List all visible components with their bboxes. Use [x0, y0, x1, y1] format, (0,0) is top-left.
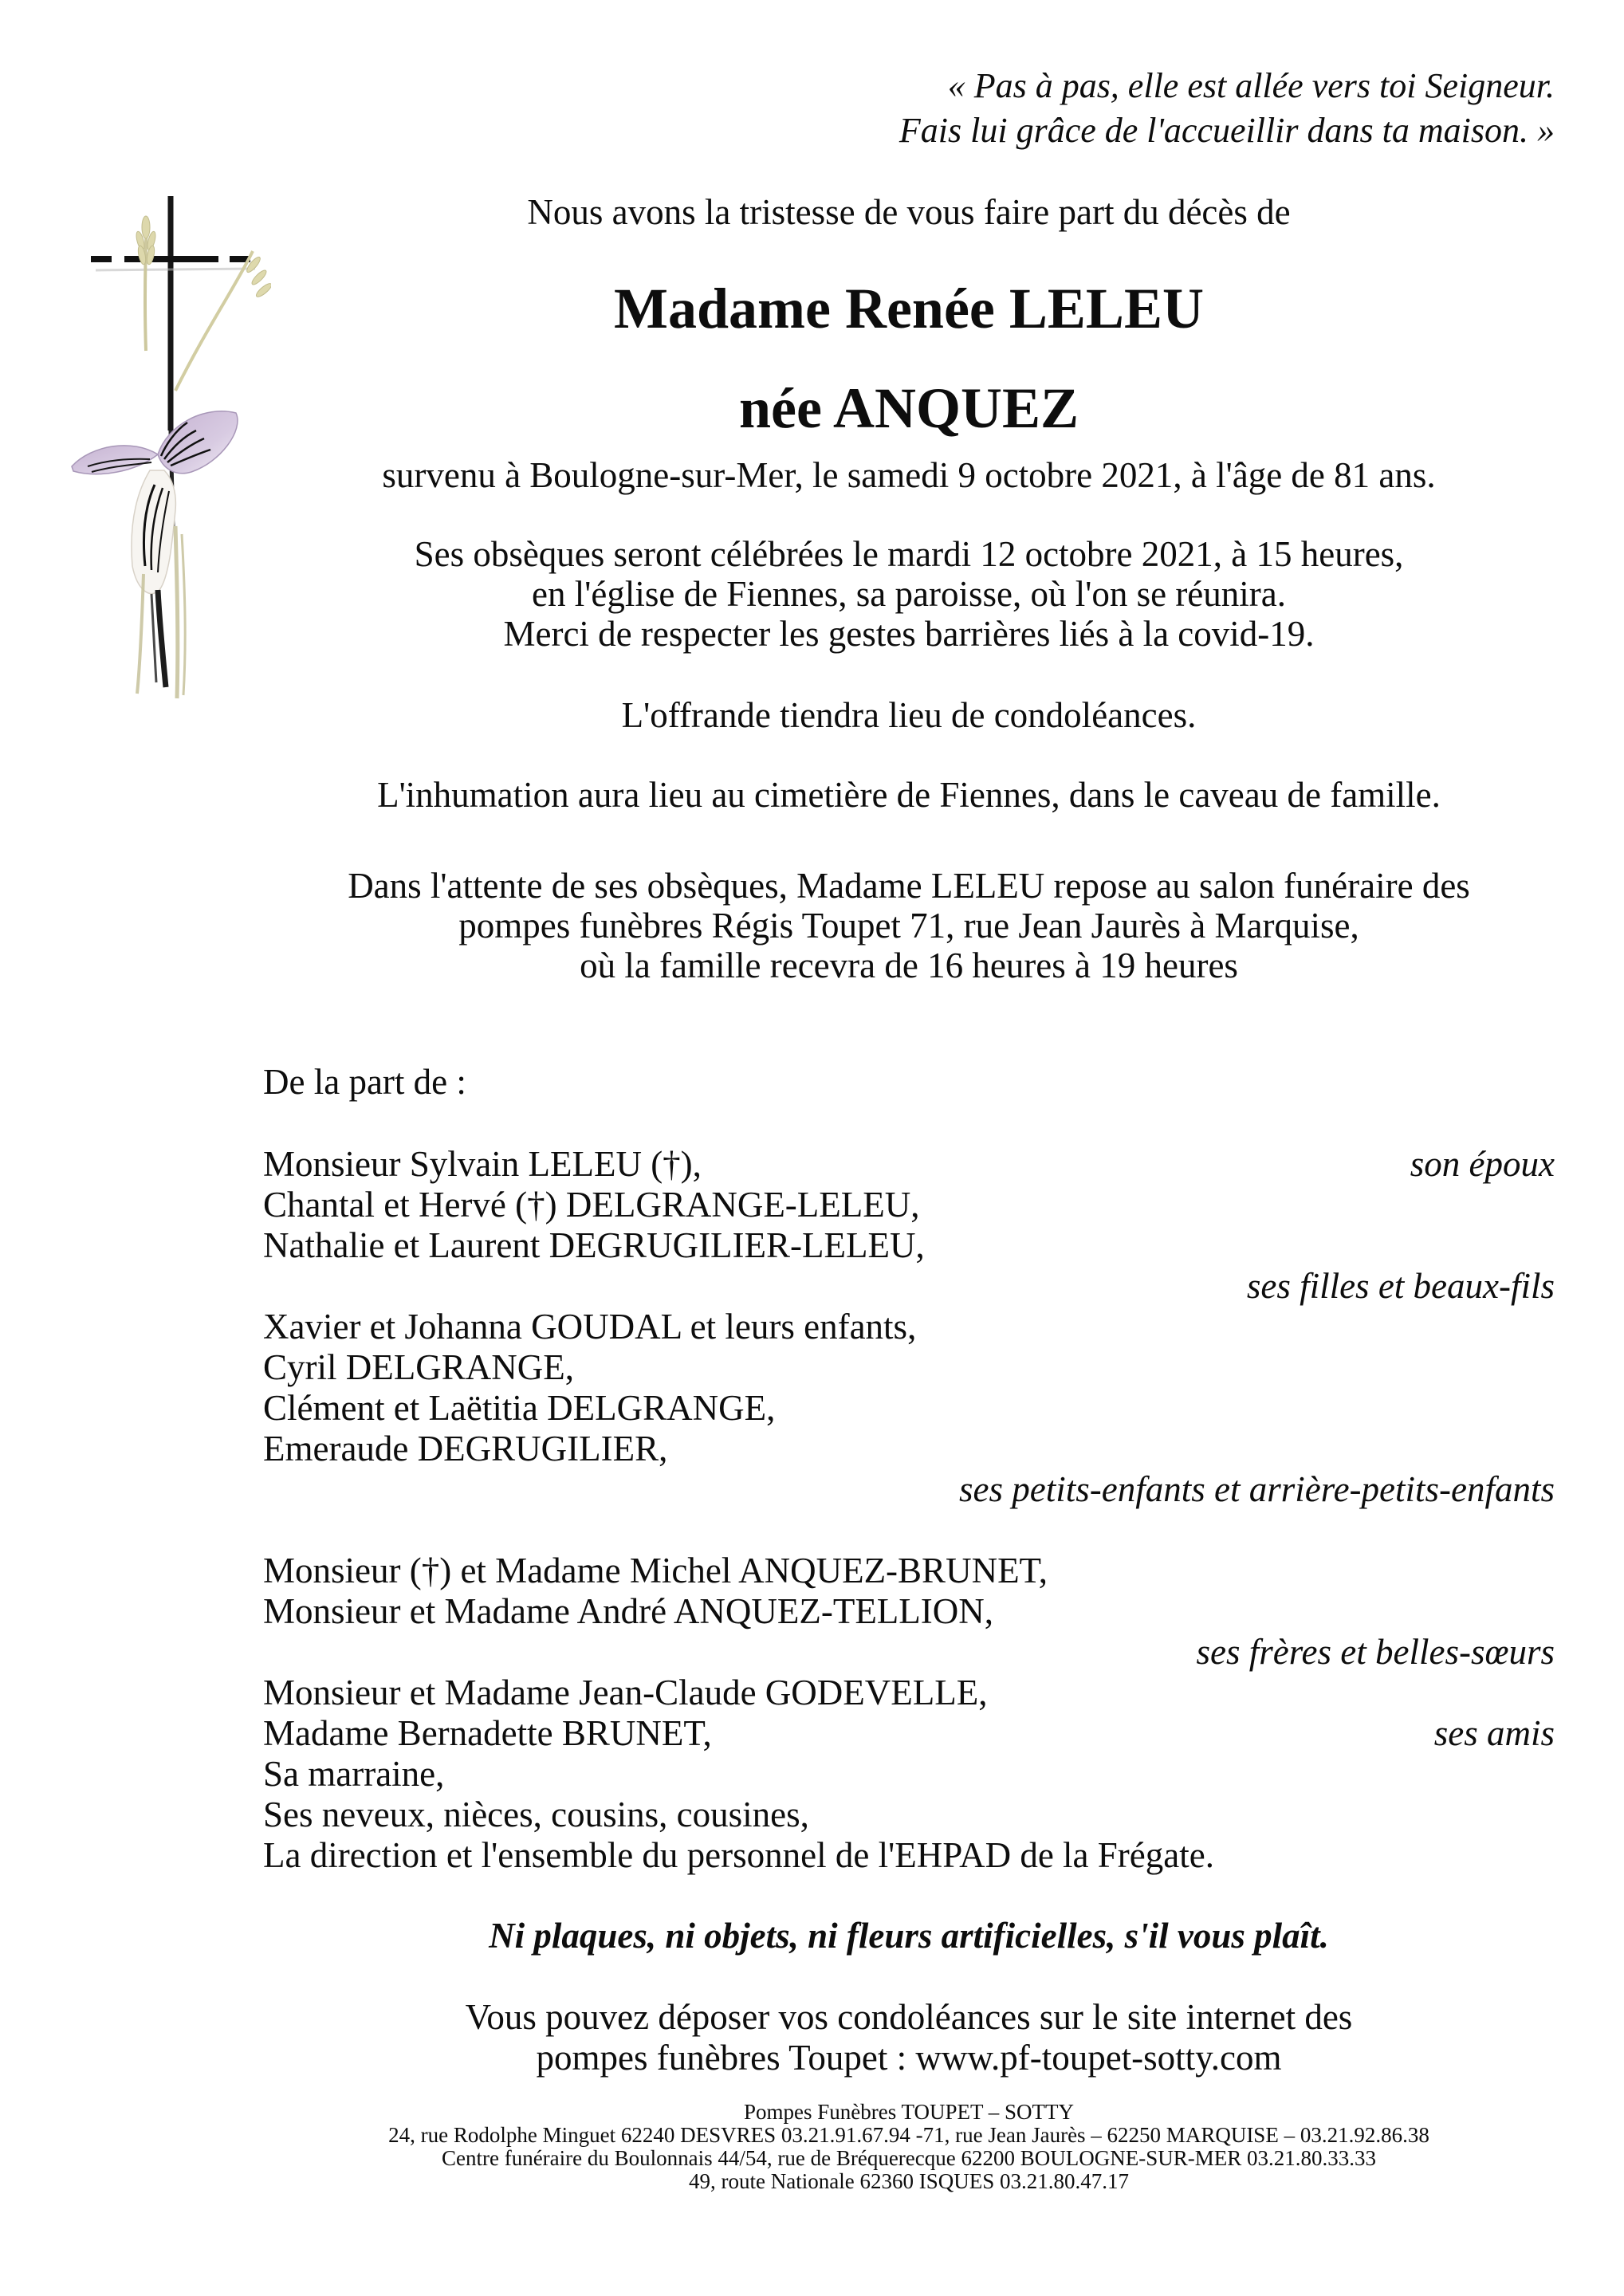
online-condolences-notice [263, 1997, 1555, 2078]
family-line [263, 1429, 1555, 1469]
relation-label: ses frères et belles-sœurs [1196, 1632, 1555, 1672]
no-flowers-notice: Ni plaques, ni objets, ni fleurs artificielles, s'il vous plaît. [489, 1916, 1329, 1956]
relation-label: ses filles et beaux-fils [1246, 1266, 1555, 1306]
family-line [263, 1266, 1555, 1307]
family-line [263, 1591, 1555, 1632]
repose-details [263, 866, 1555, 985]
family-name: Monsieur Sylvain LELEU (†), [263, 1144, 702, 1184]
family-line [263, 1551, 1555, 1591]
funeral-details [263, 534, 1555, 654]
funeral-home-address-1: 24, rue Rodolphe Minguet 62240 DESVRES 03.21.91.67.94 -71, rue Jean Jaurès – 62250 MARQUISE – 03.21.92.86.38 [388, 2123, 1429, 2147]
calla-lily-flowers [72, 411, 238, 594]
burial-notice: L'inhumation aura lieu au cimetière de Fiennes, dans le caveau de famille. [377, 775, 1441, 815]
funeral-home-address-3: 49, route Nationale 62360 ISQUES 03.21.80.47.17 [689, 2169, 1129, 2193]
family-line [263, 1185, 1555, 1225]
family-line [263, 1469, 1555, 1510]
funeral-home-name: Pompes Funèbres TOUPET – SOTTY [743, 2100, 1075, 2124]
wheat-stalks [135, 216, 271, 391]
repose-line-3: où la famille recevra de 16 heures à 19 heures [580, 946, 1238, 985]
family-line [263, 1754, 1555, 1795]
relation-label: ses amis [1433, 1713, 1555, 1753]
condolences-line-2: pompes funèbres Toupet : www.pf-toupet-sotty.com [536, 2038, 1282, 2078]
funeral-home-footer [263, 2101, 1555, 2193]
family-name: Nathalie et Laurent DEGRUGILIER-LELEU, [263, 1225, 925, 1265]
maiden-name: née ANQUEZ [738, 376, 1079, 440]
offering-notice: L'offrande tiendra lieu de condoléances. [621, 695, 1197, 735]
religious-quote [263, 64, 1555, 153]
deceased-name: Madame Renée LELEU [614, 277, 1204, 340]
condolences-line-1: Vous pouvez déposer vos condoléances sur le site internet des [465, 1997, 1353, 2037]
family-name: Madame Bernadette BRUNET, [263, 1713, 712, 1753]
repose-line-2: pompes funèbres Régis Toupet 71, rue Jean Jaurès à Marquise, [458, 906, 1359, 946]
family-name: Sa marraine, [263, 1754, 445, 1794]
family-name: Chantal et Hervé (†) DELGRANGE-LELEU, [263, 1185, 920, 1225]
family-line [263, 1144, 1555, 1185]
family-line [263, 1225, 1555, 1266]
family-name: Ses neveux, nièces, cousins, cousines, [263, 1795, 809, 1834]
family-heading: De la part de : [263, 1062, 466, 1102]
quote-line-1: « Pas à pas, elle est allée vers toi Seigneur. [947, 66, 1555, 105]
family-line [263, 1388, 1555, 1429]
family-line [263, 1795, 1555, 1835]
family-list [263, 1144, 1555, 1876]
funeral-home-address-2: Centre funéraire du Boulonnais 44/54, rue de Bréquerecque 62200 BOULOGNE-SUR-MER 03.21.80.33.33 [441, 2146, 1377, 2170]
family-line [263, 1307, 1555, 1347]
quote-line-2: Fais lui grâce de l'accueillir dans ta maison. » [899, 111, 1555, 150]
family-name: Monsieur et Madame Jean-Claude GODEVELLE, [263, 1673, 988, 1712]
family-name: Xavier et Johanna GOUDAL et leurs enfants, [263, 1307, 917, 1347]
family-line [263, 1835, 1555, 1876]
family-line-spacer [263, 1510, 1555, 1551]
family-name: La direction et l'ensemble du personnel de l'EHPAD de la Frégate. [263, 1835, 1214, 1875]
family-name: Clément et Laëtitia DELGRANGE, [263, 1388, 776, 1428]
family-line [263, 1632, 1555, 1673]
funeral-line-3: Merci de respecter les gestes barrières liés à la covid-19. [503, 614, 1315, 654]
family-line [263, 1347, 1555, 1388]
repose-line-1: Dans l'attente de ses obsèques, Madame LELEU repose au salon funéraire des [348, 866, 1470, 906]
cross-icon [91, 196, 255, 526]
family-name: Monsieur (†) et Madame Michel ANQUEZ-BRUNET, [263, 1551, 1048, 1590]
relation-label: ses petits-enfants et arrière-petits-enfants [959, 1469, 1555, 1509]
cross-and-lilies-artwork [56, 191, 271, 702]
relation-label: son époux [1410, 1144, 1555, 1184]
announcement-intro: Nous avons la tristesse de vous faire part du décès de [527, 192, 1291, 232]
funeral-line-1: Ses obsèques seront célébrées le mardi 12 octobre 2021, à 15 heures, [414, 534, 1404, 574]
family-name: Monsieur et Madame André ANQUEZ-TELLION, [263, 1591, 994, 1631]
family-line [263, 1673, 1555, 1713]
family-name: Emeraude DEGRUGILIER, [263, 1429, 668, 1468]
funeral-line-2: en l'église de Fiennes, sa paroisse, où l'on se réunira. [532, 574, 1286, 614]
family-line [263, 1713, 1555, 1754]
death-info: survenu à Boulogne-sur-Mer, le samedi 9 octobre 2021, à l'âge de 81 ans. [382, 455, 1436, 495]
family-name: Cyril DELGRANGE, [263, 1347, 574, 1387]
